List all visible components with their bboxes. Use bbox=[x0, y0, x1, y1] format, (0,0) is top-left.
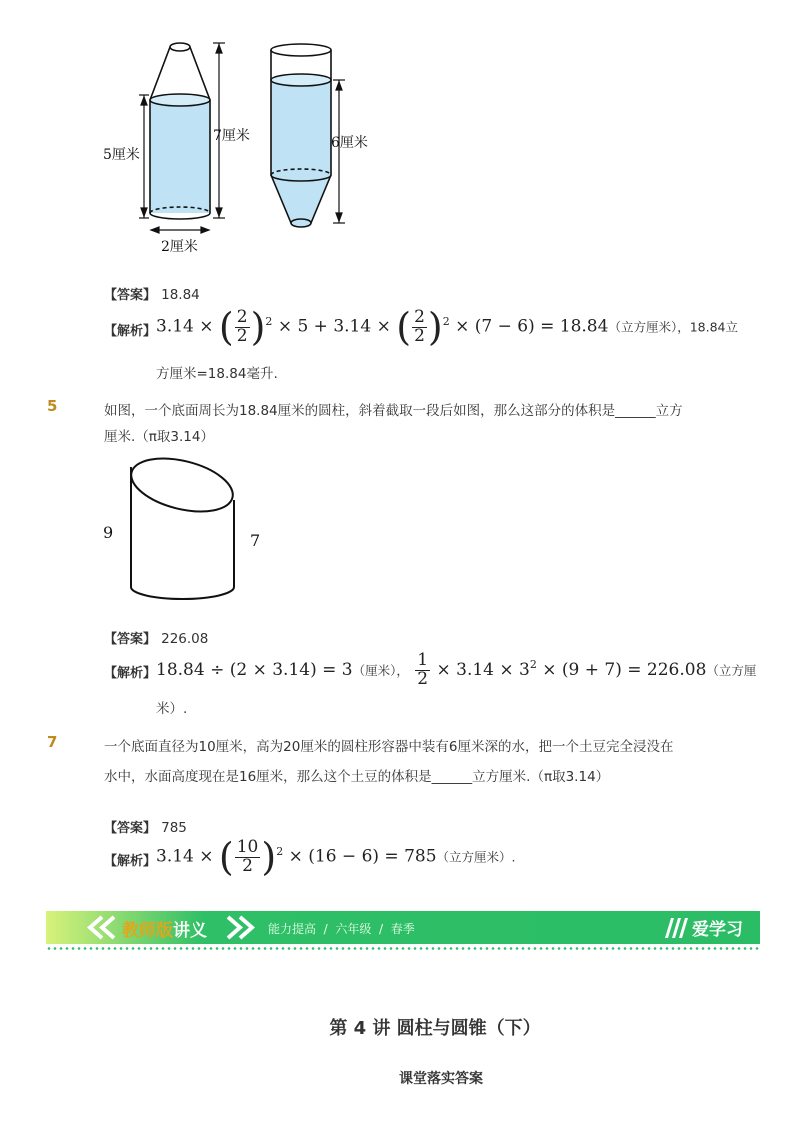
banner-breadcrumb bbox=[268, 920, 415, 937]
answer-tag: 【答案】 bbox=[104, 821, 157, 836]
formula-term: × 5 + 3.14 × bbox=[277, 316, 391, 337]
section-subtitle: 课堂落实答案 bbox=[399, 1071, 483, 1087]
fraction: $\frac{2}{2}$ bbox=[414, 306, 425, 346]
crumb-item: 春季 bbox=[390, 922, 415, 936]
lesson-title: 第 4 讲 圆柱与圆锥（下） bbox=[329, 1018, 541, 1039]
q5-text-line1: 如图，一个底面周长为18.84厘米的圆柱，斜着截取一段后如图，那么这部分的体积是______立方 bbox=[104, 403, 683, 419]
formula-term: 3.14 bbox=[156, 316, 194, 337]
q7-formula: 3.14 × ( $\frac{10}{2}$ )$^2$ × (16 − 6) = 785（立方厘米）. bbox=[156, 835, 516, 879]
formula-op: × bbox=[199, 316, 214, 337]
q4-analysis-line2: 方厘米=18.84毫升. bbox=[156, 366, 278, 382]
formula-term: × 3.14 × 3 bbox=[436, 659, 530, 680]
q7-text bbox=[104, 732, 673, 792]
crumb-sep: / bbox=[323, 922, 328, 936]
q5-formula: 18.84 ÷ (2 × 3.14) = 3（厘米）， $\frac{1}{2}$ × $3.14 \times 3^2 \times (9 + 7) = 226.08$（立方厘 bbox=[156, 650, 757, 689]
q4-formula: 3.14 × ( $\frac{2}{2}$ )$^2$ × 5 + 3.14 × ( $\frac{2}{2}$ )$^2$ × (7 − 6) = 18.84（立方厘米），18.84立 bbox=[156, 305, 738, 349]
question-number: 5 bbox=[47, 397, 58, 415]
q5-answer-row bbox=[104, 628, 208, 647]
q7-text-line1: 一个底面直径为10厘米，高为20厘米的圆柱形容器中装有6厘米深的水，把一个土豆完全浸没在 bbox=[104, 739, 674, 755]
unit-text: （厘米）， bbox=[352, 662, 409, 678]
question-number: 7 bbox=[47, 733, 58, 751]
unit-text: （立方厘米），18.84立 bbox=[608, 319, 738, 335]
formula-term: × (16 − 6) = 785 bbox=[288, 846, 437, 867]
fraction: $\frac{2}{2}$ bbox=[236, 306, 248, 346]
label-7: 7 bbox=[250, 531, 261, 550]
double-chevron-right-icon bbox=[218, 915, 258, 940]
q5-text-line2: 厘米.（π取3.14） bbox=[104, 429, 214, 445]
answer-tag: 【答案】 bbox=[104, 632, 157, 647]
q7-answer-row bbox=[104, 817, 187, 836]
cut-cylinder-figure bbox=[95, 445, 275, 610]
q7-text-line2: 水中，水面高度现在是16厘米，那么这个土豆的体积是______立方厘米.（π取3.14） bbox=[104, 769, 610, 785]
banner-title-a: 教师版 bbox=[122, 921, 173, 941]
fraction: $\frac{1}{2}$ bbox=[417, 650, 429, 689]
label-2cm: 2厘米 bbox=[161, 239, 198, 255]
brand-logo-text: 爱学习 bbox=[692, 920, 743, 940]
unit-text: （立方厘 bbox=[706, 662, 757, 678]
crumb-sep: / bbox=[379, 922, 384, 936]
banner-title bbox=[122, 916, 207, 941]
label-7cm: 7厘米 bbox=[213, 128, 250, 144]
crumb-item: 六年级 bbox=[335, 922, 372, 936]
left-bottle bbox=[150, 43, 210, 219]
analysis-tag: 【解析】 bbox=[104, 854, 157, 869]
banner-dotted-line bbox=[46, 947, 760, 950]
q7-answer-value: 785 bbox=[161, 820, 187, 836]
answer-tag: 【答案】 bbox=[104, 288, 157, 303]
lecture-banner bbox=[46, 911, 760, 944]
banner-title-b: 讲义 bbox=[173, 921, 207, 941]
double-chevron-left-icon bbox=[84, 915, 124, 940]
brand-logo-icon bbox=[663, 916, 689, 940]
crumb-item: 能力提高 bbox=[268, 922, 317, 936]
analysis-tag: 【解析】 bbox=[104, 324, 157, 339]
q4-answer-value: 18.84 bbox=[161, 287, 200, 303]
q5-analysis-line2: 米）. bbox=[156, 701, 188, 717]
analysis-tag: 【解析】 bbox=[104, 666, 157, 681]
containers-figure bbox=[95, 35, 385, 260]
q7-analysis-row bbox=[104, 835, 724, 890]
q5-text bbox=[104, 398, 683, 450]
right-bottle bbox=[271, 44, 331, 227]
formula-term: 3.14 × bbox=[156, 846, 214, 867]
unit-text: （立方厘米）. bbox=[436, 849, 516, 865]
q5-analysis-row bbox=[104, 650, 757, 697]
formula-term: 18.84 ÷ (2 × 3.14) = 3 bbox=[156, 659, 353, 680]
formula-term: × (7 − 6) = 18.84 bbox=[455, 316, 609, 337]
label-9: 9 bbox=[103, 523, 114, 542]
fraction: $\frac{10}{2}$ bbox=[236, 836, 259, 876]
label-6cm: 6厘米 bbox=[331, 135, 368, 151]
label-5cm: 5厘米 bbox=[103, 147, 140, 163]
formula-term: × (9 + 7) = 226.08 bbox=[542, 659, 707, 680]
q4-analysis-row bbox=[104, 305, 738, 360]
q4-answer-row bbox=[104, 284, 200, 303]
q5-answer-value: 226.08 bbox=[161, 631, 209, 647]
